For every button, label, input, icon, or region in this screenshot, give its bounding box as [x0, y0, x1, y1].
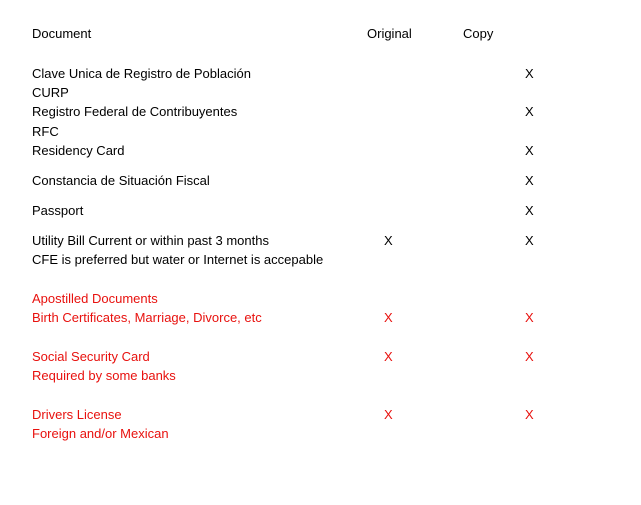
- row-social-security-original-mark: X: [384, 349, 393, 364]
- row-drivers-license-original-mark: X: [384, 407, 393, 422]
- row-passport-title: Passport: [32, 203, 84, 218]
- column-header-copy: Copy: [463, 26, 494, 41]
- column-header-original: Original: [367, 26, 412, 41]
- row-constancia-title: Constancia de Situación Fiscal: [32, 173, 210, 188]
- row-social-security-title: Social Security Card: [32, 349, 150, 364]
- row-passport-copy-mark: X: [525, 203, 534, 218]
- row-rfc-subtitle: RFC: [32, 124, 59, 139]
- row-residency-card-title: Residency Card: [32, 143, 125, 158]
- row-social-security-copy-mark: X: [525, 349, 534, 364]
- row-rfc-title: Registro Federal de Contribuyentes: [32, 104, 238, 119]
- column-header-document: Document: [32, 26, 92, 41]
- row-apostilled-subtitle: Birth Certificates, Marriage, Divorce, etc: [32, 310, 262, 325]
- row-utility-bill-copy-mark: X: [525, 233, 534, 248]
- row-residency-card-copy-mark: X: [525, 143, 534, 158]
- row-rfc-copy-mark: X: [525, 104, 534, 119]
- row-apostilled-copy-mark: X: [525, 310, 534, 325]
- row-drivers-license-subtitle: Foreign and/or Mexican: [32, 426, 169, 441]
- row-social-security-subtitle: Required by some banks: [32, 368, 176, 383]
- row-constancia-copy-mark: X: [525, 173, 534, 188]
- row-drivers-license-title: Drivers License: [32, 407, 122, 422]
- row-curp-title: Clave Unica de Registro de Población: [32, 66, 251, 81]
- row-curp-subtitle: CURP: [32, 85, 69, 100]
- row-drivers-license-copy-mark: X: [525, 407, 534, 422]
- row-apostilled-original-mark: X: [384, 310, 393, 325]
- row-curp-copy-mark: X: [525, 66, 534, 81]
- row-utility-bill-subtitle: CFE is preferred but water or Internet is accepable: [32, 252, 324, 267]
- row-apostilled-title: Apostilled Documents: [32, 291, 158, 306]
- row-utility-bill-title: Utility Bill Current or within past 3 months: [32, 233, 269, 248]
- row-utility-bill-original-mark: X: [384, 233, 393, 248]
